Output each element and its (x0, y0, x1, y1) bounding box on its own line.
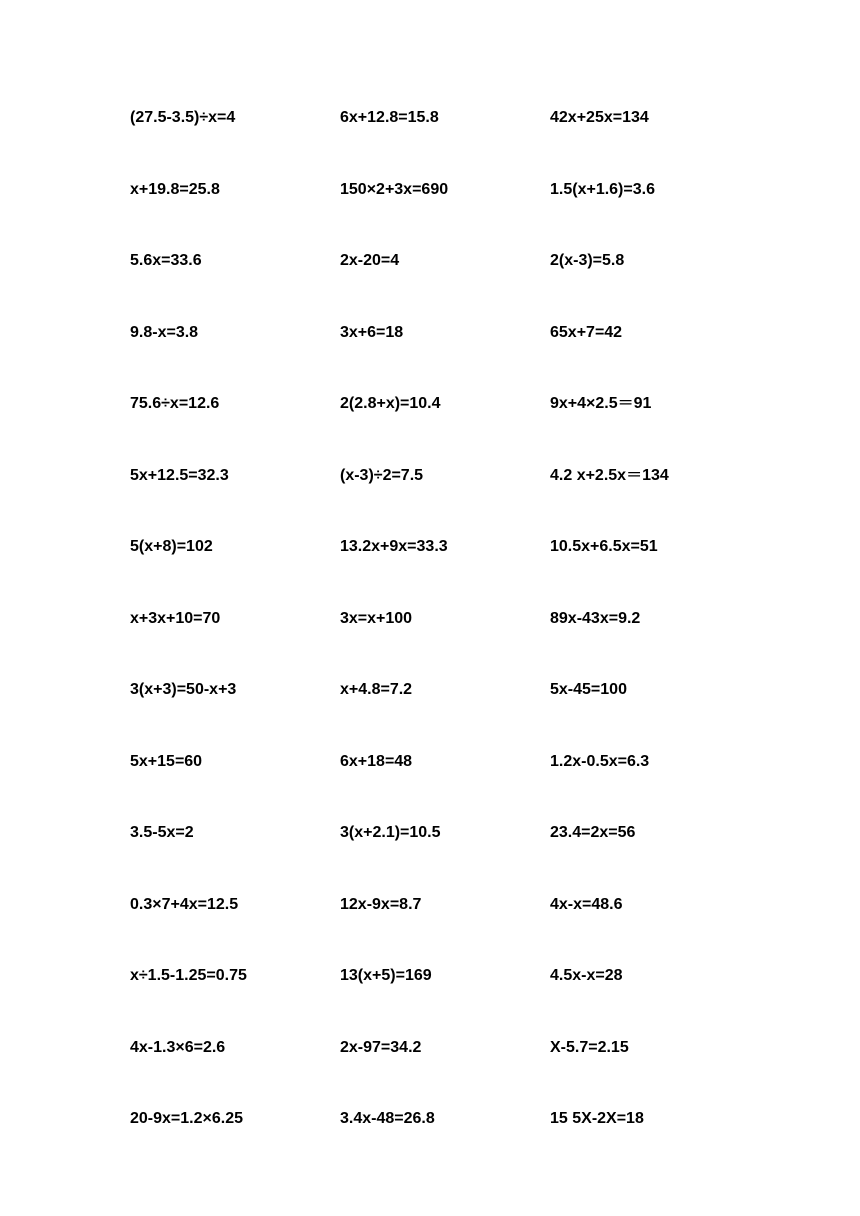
equation-item: 65x+7=42 (550, 323, 623, 341)
equation-item: x+19.8=25.8 (130, 180, 220, 198)
equation-item: 0.3×7+4x=12.5 (130, 895, 239, 913)
equation-item: 5x+12.5=32.3 (130, 466, 229, 484)
equation-item: 3x+6=18 (340, 323, 404, 341)
equation-item: 6x+12.8=15.8 (340, 109, 439, 126)
equation-item: 3(x+2.1)=10.5 (340, 824, 441, 841)
equation-grid (130, 107, 750, 1180)
equation-item: 4x-1.3×6=2.6 (130, 1038, 226, 1056)
equation-item: 20-9x=1.2×6.25 (130, 1110, 243, 1127)
equation-item: 5(x+8)=102 (130, 538, 213, 555)
equation-item: 42x+25x=134 (550, 109, 649, 126)
equation-item: 150×2+3x=690 (340, 180, 449, 198)
equation-item: 2x-97=34.2 (340, 1038, 422, 1056)
equation-item: 9.8-x=3.8 (130, 323, 199, 341)
equation-item: 4x-x=48.6 (550, 895, 623, 913)
equation-item: 3.5-5x=2 (130, 824, 194, 841)
equation-item: 1.5(x+1.6)=3.6 (550, 180, 655, 198)
equation-item: 23.4=2x=56 (550, 824, 636, 841)
equation-item: 3x=x+100 (340, 609, 413, 627)
equation-item: 4.5x-x=28 (550, 967, 623, 984)
equation-item: 13(x+5)=169 (340, 967, 432, 984)
equation-item: 2(2.8+x)=10.4 (340, 395, 441, 412)
equation-item: X-5.7=2.15 (550, 1038, 629, 1056)
equation-item: 6x+18=48 (340, 752, 413, 770)
equation-item: x+3x+10=70 (130, 609, 221, 627)
equation-item: 3.4x-48=26.8 (340, 1110, 435, 1127)
equation-item: 9x+4×2.5＝91 (550, 395, 652, 412)
equation-item: 1.2x-0.5x=6.3 (550, 752, 650, 770)
equation-item: 12x-9x=8.7 (340, 895, 422, 913)
equation-item: 5x-45=100 (550, 681, 627, 698)
equation-item: (27.5-3.5)÷x=4 (130, 109, 236, 126)
equation-item: 89x-43x=9.2 (550, 609, 641, 627)
equation-item: 15 5X-2X=18 (550, 1110, 644, 1127)
equation-item: 4.2 x+2.5x＝134 (550, 466, 669, 484)
equation-item: 5.6x=33.6 (130, 252, 202, 269)
equation-item: x+4.8=7.2 (340, 681, 413, 698)
equation-item: 2x-20=4 (340, 252, 400, 269)
equation-item: 2(x-3)=5.8 (550, 252, 625, 269)
equation-item: 13.2x+9x=33.3 (340, 538, 448, 555)
equation-item: 75.6÷x=12.6 (130, 395, 220, 412)
equation-item: 3(x+3)=50-x+3 (130, 681, 237, 698)
equation-item: x÷1.5-1.25=0.75 (130, 967, 247, 984)
equation-item: (x-3)÷2=7.5 (340, 466, 424, 484)
equation-item: 5x+15=60 (130, 752, 203, 770)
equation-item: 10.5x+6.5x=51 (550, 538, 658, 555)
